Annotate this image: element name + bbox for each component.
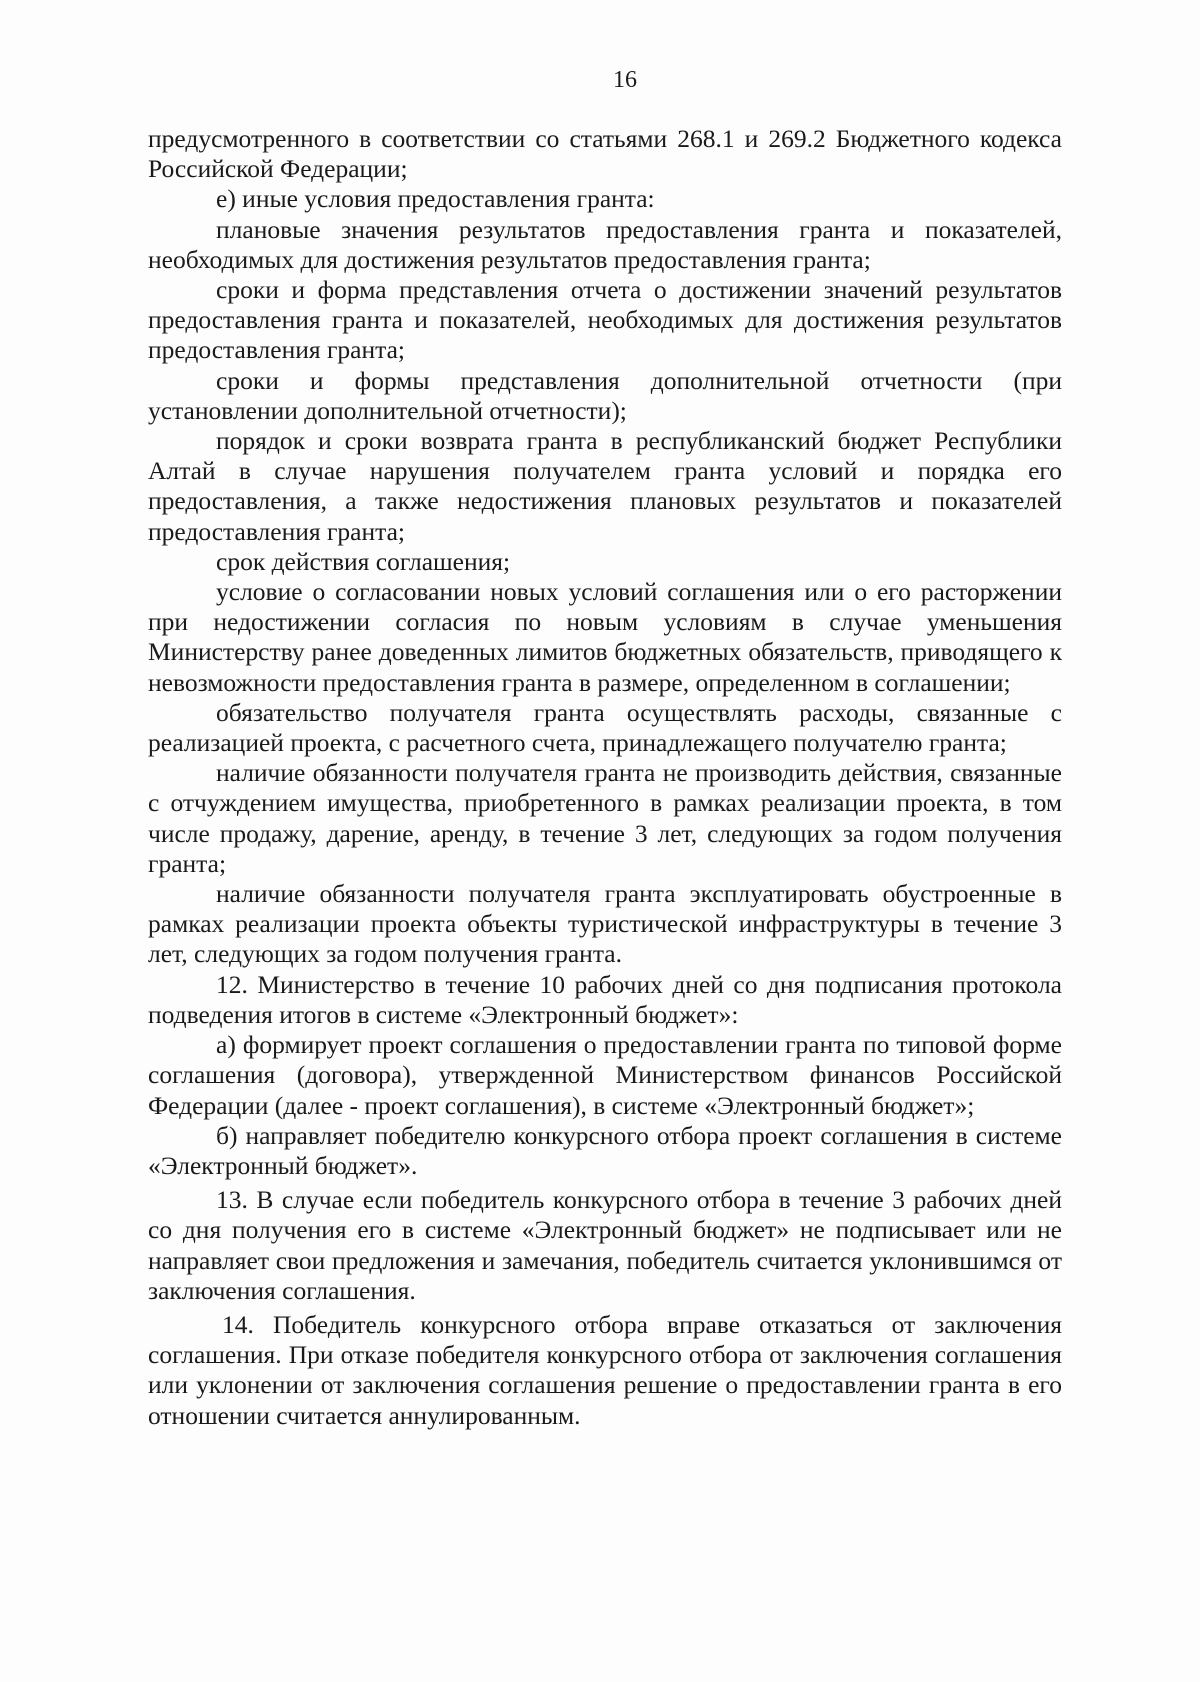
paragraph-additional-reporting: сроки и формы представления дополнительной отчетности (при установлении дополнительной отчетности); [148,365,1062,425]
paragraph-section-13: 13. В случае если победитель конкурсного отбора в течение 3 рабочих дней со дня получения его в системе «Электронный бюджет» не подписывает или не направляет свои предложения и замечания, победитель считается уклонившимся от заключения соглашения. [148,1185,1062,1305]
paragraph-section-12-a: а) формирует проект соглашения о предоставлении гранта по типовой форме соглашения (договора), утвержденной Министерством финансов Российской Федерации (далее - проект соглашения), в системе «Электронный бюджет»; [148,1030,1062,1120]
paragraph-section-14: 14. Победитель конкурсного отбора вправе отказаться от заключения соглашения. При отказе победителя конкурсного отбора от заключения соглашения или уклонении от заключения соглашения решение о предоставлении гранта в его отношении считается аннулированным. [148,1309,1062,1430]
paragraph-operation-obligation: наличие обязанности получателя гранта эксплуатировать обустроенные в рамках реализации проекта объекты туристической инфраструктуры в течение 3 лет, следующих за годом получения гранта. [148,879,1062,969]
page-number: 16 [613,67,637,93]
paragraph-subitem-e: е) иные условия предоставления гранта: [216,184,655,214]
paragraph-alienation-ban: наличие обязанности получателя гранта не производить действия, связанные с отчуждением имущества, приобретенного в рамках реализации проекта, в том числе продажу, дарение, аренду, в течение 3 лет, следующих за годом получения гранта; [148,758,1062,878]
paragraph-agreement-term: срок действия соглашения; [216,546,511,576]
paragraph-expense-obligation: обязательство получателя гранта осуществлять расходы, связанные с реализацией проекта, с расчетного счета, принадлежащего получателю гранта; [148,697,1062,758]
paragraph-refund-procedure: порядок и сроки возврата гранта в республиканский бюджет Республики Алтай в случае нарушения получателем гранта условий и порядка его предоставления, а также недостижения плановых результатов и показателей предоставления гранта; [148,426,1062,546]
paragraph-continuation: предусмотренного в соответствии со статьями 268.1 и 269.2 Бюджетного кодекса Российской Федерации; [148,124,1062,184]
paragraph-new-conditions: условие о согласовании новых условий соглашения или о его расторжении при недостижении согласия по новым условиям в случае уменьшения Министерству ранее доведенных лимитов бюджетных обязательств, приводящего к невозможности предоставления гранта в размере, определенном в соглашении; [148,577,1062,697]
paragraph-planned-values: плановые значения результатов предоставления гранта и показателей, необходимых для достижения результатов предоставления гранта; [148,214,1062,274]
paragraph-report-terms: сроки и форма представления отчета о достижении значений результатов предоставления гранта и показателей, необходимых для достижения результатов предоставления гранта; [148,275,1062,365]
document-body [148,124,1062,1431]
paragraph-section-12-b: б) направляет победителю конкурсного отбора проект соглашения в системе «Электронный бюджет». [148,1120,1062,1180]
paragraph-section-12: 12. Министерство в течение 10 рабочих дней со дня подписания протокола подведения итогов в системе «Электронный бюджет»: [148,969,1062,1029]
